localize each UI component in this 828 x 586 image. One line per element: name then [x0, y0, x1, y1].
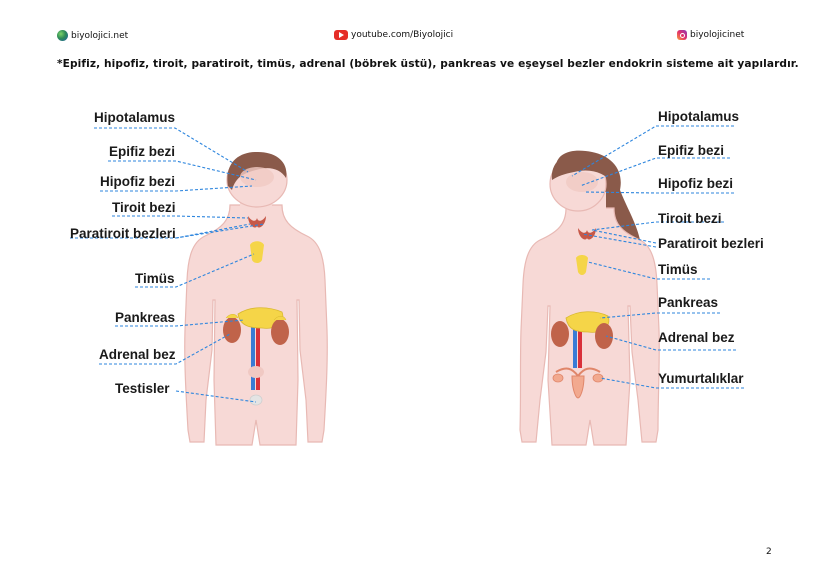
- page-number: 2: [766, 547, 772, 557]
- header-mid-site[interactable]: youtube.com/Biyolojici: [351, 30, 454, 40]
- female-label-timus: Timüs: [658, 262, 698, 277]
- endocrine-note: *Epifiz, hipofiz, tiroit, paratiroit, timüs, adrenal (böbrek üstü), pankreas ve eşeysel bezler endokrin sisteme ait yapılardır.: [57, 58, 799, 70]
- male-label-timus: Timüs: [135, 271, 175, 286]
- female-label-hipofiz: Hipofiz bezi: [658, 176, 733, 191]
- female-body: [520, 151, 659, 445]
- female-label-pankreas: Pankreas: [658, 295, 719, 310]
- female-ovary-left: [553, 374, 563, 382]
- female-kidney-right: [595, 323, 613, 349]
- male-bladder: [248, 366, 264, 378]
- female-line-hipofiz: [584, 192, 734, 193]
- male-label-tiroit: Tiroit bezi: [112, 200, 176, 215]
- male-label-hipotalamus: Hipotalamus: [94, 110, 176, 125]
- male-label-hipofiz: Hipofiz bezi: [100, 174, 175, 189]
- header-right-site[interactable]: biyolojicinet: [690, 30, 745, 40]
- female-label-hipotalamus: Hipotalamus: [658, 109, 740, 124]
- male-label-pankreas: Pankreas: [115, 310, 176, 325]
- male-label-adrenal: Adrenal bez: [99, 347, 176, 362]
- male-kidney-right: [271, 319, 289, 345]
- male-label-paratiroit: Paratiroit bezleri: [70, 226, 176, 241]
- male-testes: [250, 395, 262, 405]
- header-left-site[interactable]: biyolojici.net: [71, 30, 129, 41]
- female-label-epifiz: Epifiz bezi: [658, 143, 725, 158]
- male-label-epifiz: Epifiz bezi: [109, 144, 176, 159]
- female-brain: [566, 172, 598, 192]
- female-label-yumurtalik: Yumurtalıklar: [658, 371, 744, 386]
- male-body: [185, 152, 328, 445]
- male-label-testis: Testisler: [115, 381, 170, 396]
- female-label-paratiroit: Paratiroit bezleri: [658, 236, 764, 251]
- female-label-adrenal: Adrenal bez: [658, 330, 735, 345]
- female-ovary-right: [593, 374, 603, 382]
- female-kidney-left: [551, 321, 569, 347]
- female-label-tiroit: Tiroit bezi: [658, 211, 722, 226]
- male-thymus: [250, 241, 264, 263]
